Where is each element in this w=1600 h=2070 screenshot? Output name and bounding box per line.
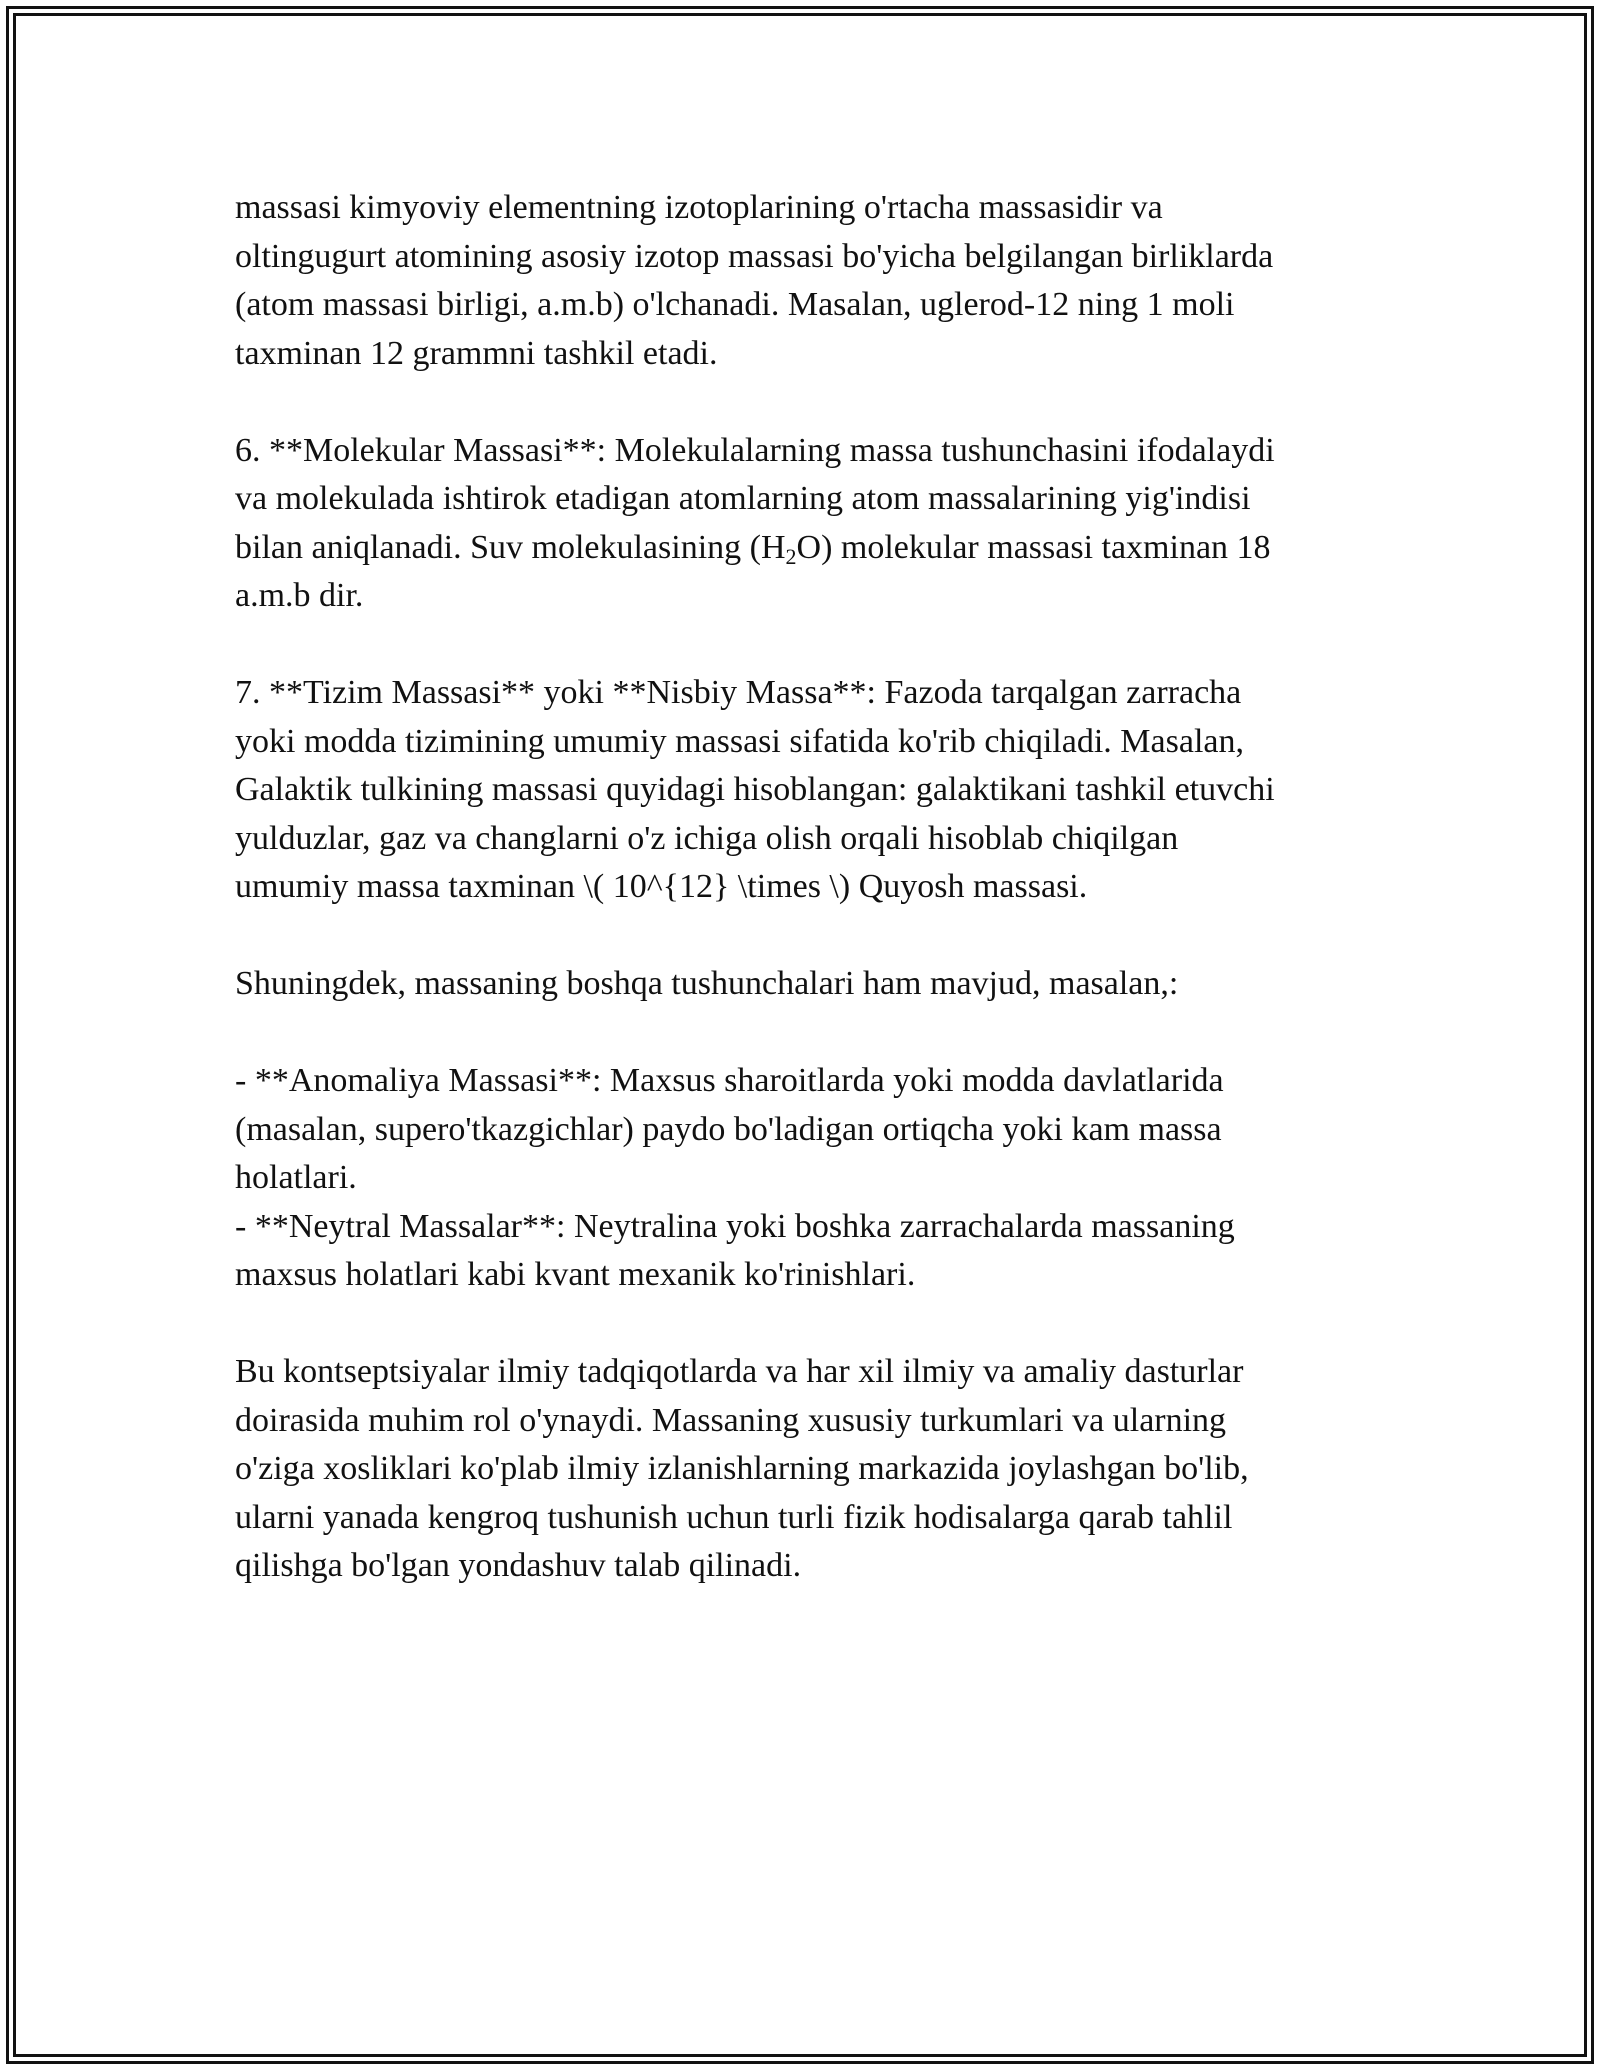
- paragraph-molecular-mass: [235, 427, 1385, 621]
- text-line: yoki modda tizimining umumiy massasi sifatida ko'rib chiqiladi. Masalan,: [235, 722, 1244, 760]
- list-item-anomaly-mass: [235, 1057, 1385, 1203]
- paragraph-conclusion: [235, 1348, 1385, 1591]
- paragraph-atomic-mass: [235, 184, 1385, 378]
- text-line: 6. **Molekular Massasi**: Molekulalarning massa tushunchasini ifodalaydi: [235, 431, 1275, 469]
- text-line: (atom massasi birligi, a.m.b) o'lchanadi. Masalan, uglerod-12 ning 1 moli: [235, 286, 1235, 323]
- text-segment: bilan aniqlanadi. Suv molekulasining (H: [235, 528, 786, 566]
- subscript: 2: [785, 543, 797, 569]
- text-line: (masalan, supero'tkazgichlar) paydo bo'ladigan ortiqcha yoki kam massa: [235, 1110, 1222, 1148]
- text-line: Shuningdek, massaning boshqa tushunchalari ham mavjud, masalan,:: [235, 965, 1179, 1002]
- document-body: [235, 184, 1385, 1591]
- text-line: Galaktik tulkining massasi quyidagi hisoblangan: galaktikani tashkil etuvchi: [235, 771, 1275, 808]
- text-line: umumiy massa taxminan \( 10^{12} \times \) Quyosh massasi.: [235, 868, 1088, 905]
- text-line: massasi kimyoviy elementning izotoplarining o'rtacha massasidir va: [235, 189, 1163, 226]
- text-line: qilishga bo'lgan yondashuv talab qilinadi.: [235, 1547, 802, 1584]
- text-line: taxminan 12 grammni tashkil etadi.: [235, 334, 718, 372]
- paragraph-other-concepts: [235, 960, 1385, 1009]
- text-line: holatlari.: [235, 1159, 357, 1196]
- text-line: 7. **Tizim Massasi** yoki **Nisbiy Massa**: Fazoda tarqalgan zarracha: [235, 674, 1242, 711]
- text-line: - **Neytral Massalar**: Neytralina yoki boshka zarrachalarda massaning: [235, 1207, 1235, 1245]
- text-line: doirasida muhim rol o'ynaydi. Massaning xususiy turkumlari va ularning: [235, 1401, 1227, 1439]
- text-line: o'ziga xosliklari ko'plab ilmiy izlanishlarning markazida joylashgan bo'lib,: [235, 1450, 1249, 1487]
- text-line: - **Anomaliya Massasi**: Maxsus sharoitlarda yoki modda davlatlarida: [235, 1062, 1224, 1099]
- text-line: yulduzlar, gaz va changlarni o'z ichiga olish orqali hisoblab chiqilgan: [235, 819, 1179, 857]
- text-line: Bu kontseptsiyalar ilmiy tadqiqotlarda va har xil ilmiy va amaliy dasturlar: [235, 1353, 1244, 1390]
- text-line: va molekulada ishtirok etadigan atomlarning atom massalarining yig'indisi: [235, 480, 1251, 517]
- text-line: oltingugurt atomining asosiy izotop massasi bo'yicha belgilangan birliklarda: [235, 237, 1274, 275]
- paragraph-system-mass: [235, 669, 1385, 912]
- text-line: maxsus holatlari kabi kvant mexanik ko'rinishlari.: [235, 1256, 916, 1293]
- text-line: ularni yanada kengroq tushunish uchun turli fizik hodisalarga qarab tahlil: [235, 1498, 1233, 1536]
- list-item-neutral-mass: [235, 1203, 1385, 1300]
- text-line-with-formula: [235, 524, 1385, 573]
- text-line: a.m.b dir.: [235, 577, 364, 614]
- text-segment: O) molekular massasi taxminan 18: [796, 528, 1271, 566]
